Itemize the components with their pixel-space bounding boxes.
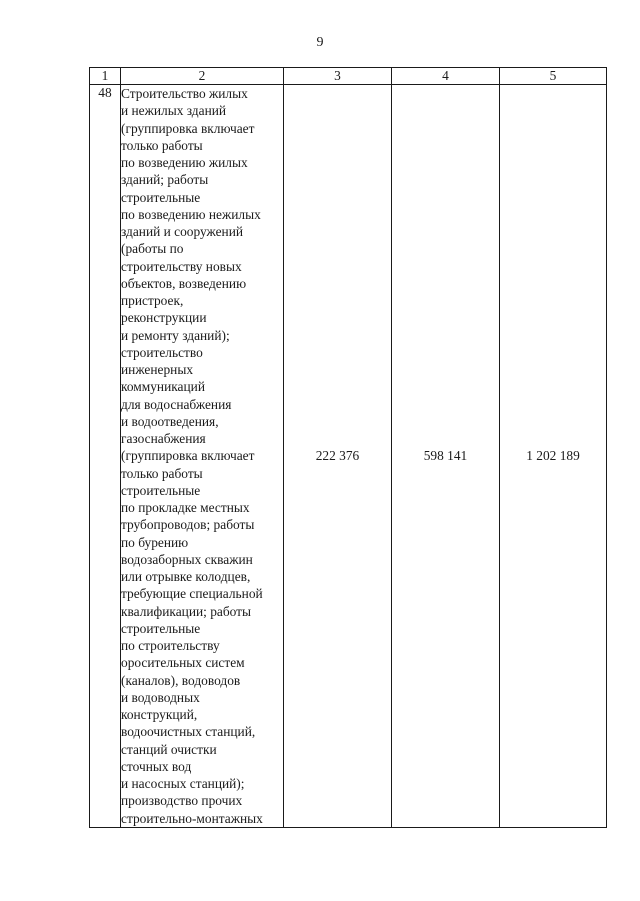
description-line: и нежилых зданий xyxy=(121,103,227,119)
page-number: 9 xyxy=(316,35,324,50)
description-line: строительные xyxy=(121,620,201,636)
table-row xyxy=(90,85,607,828)
description-line: реконструкции xyxy=(121,310,207,326)
description-line: конструкций, xyxy=(121,707,198,722)
value-cell-col5: 1 202 189 xyxy=(500,85,607,828)
description-line: водоочистных станций, xyxy=(121,724,256,740)
value-cell-col3: 222 376 xyxy=(284,85,392,828)
description-line: строительные xyxy=(121,189,201,205)
description-line: зданий и сооружений xyxy=(121,224,244,239)
description-line: требующие специальной xyxy=(121,586,263,602)
description-line: или отрывке колодцев, xyxy=(121,569,251,584)
description-line: пристроек, xyxy=(121,293,184,308)
description-line: станций очистки xyxy=(121,741,217,757)
description-line: квалификации; работы xyxy=(121,603,252,619)
description-line: (каналов), водоводов xyxy=(121,672,241,688)
description-line: по возведению жилых xyxy=(121,155,248,170)
description-line: строительство xyxy=(121,344,203,360)
value-cell-col4: 598 141 xyxy=(392,85,500,828)
description-line: только работы xyxy=(121,137,203,153)
description-line: коммуникаций xyxy=(121,379,205,395)
row-number-cell: 48 xyxy=(90,85,121,828)
column-header-2: 2 xyxy=(121,68,284,85)
description-line: только работы xyxy=(121,465,203,481)
description-line: строительные xyxy=(121,482,201,498)
column-header-5: 5 xyxy=(500,68,607,85)
description-line: (работы по xyxy=(121,241,184,257)
table-header-row xyxy=(90,68,607,85)
data-table xyxy=(89,67,607,828)
description-line: производство прочих xyxy=(121,793,243,809)
activity-description-cell xyxy=(121,85,284,828)
description-line: зданий; работы xyxy=(121,172,209,188)
description-line: и ремонту зданий); xyxy=(121,327,230,343)
description-line: Строительство жилых xyxy=(121,86,248,101)
description-line: для водоснабжения xyxy=(121,396,232,412)
description-line: инженерных xyxy=(121,362,194,377)
description-line: оросительных систем xyxy=(121,655,245,671)
description-line: строительно-монтажных xyxy=(121,810,263,826)
description-line: по бурению xyxy=(121,534,189,550)
column-header-3: 3 xyxy=(284,68,392,85)
description-line: по возведению нежилых xyxy=(121,206,261,222)
description-line: сточных вод xyxy=(121,758,192,774)
description-line: и водоводных xyxy=(121,689,200,705)
column-header-4: 4 xyxy=(392,68,500,85)
description-line: по прокладке местных xyxy=(121,500,250,515)
column-header-1: 1 xyxy=(90,68,121,85)
description-line: и водоотведения, xyxy=(121,413,219,429)
description-line: объектов, возведению xyxy=(121,275,247,291)
description-line: водозаборных скважин xyxy=(121,551,253,567)
description-line: и насосных станций); xyxy=(121,776,245,791)
description-line: по строительству xyxy=(121,638,220,653)
description-line: строительству новых xyxy=(121,258,242,274)
description-line: трубопроводов; работы xyxy=(121,517,255,533)
description-line: газоснабжения xyxy=(121,431,206,446)
description-line: (группировка включает xyxy=(121,448,255,464)
description-line: (группировка включает xyxy=(121,120,255,136)
